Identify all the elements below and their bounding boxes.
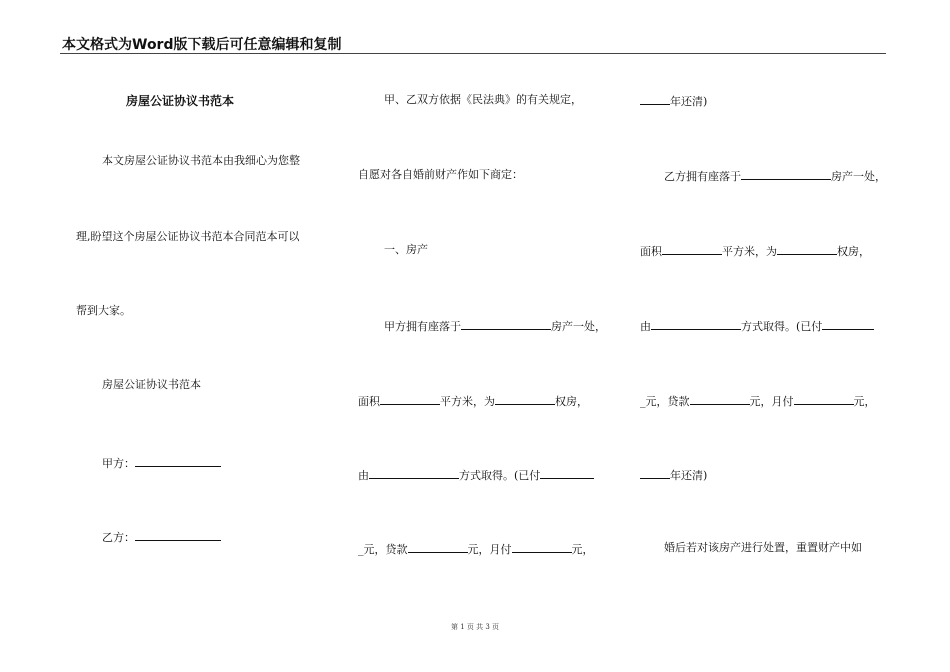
text-segment: 权房， xyxy=(837,245,870,258)
text-segment: _元，贷款 xyxy=(358,543,408,556)
text-segment: 元， xyxy=(853,395,876,408)
party-a-area-line xyxy=(358,393,588,409)
blank-field xyxy=(640,93,670,105)
party-a-acquisition-line xyxy=(358,467,594,483)
col3-line-1 xyxy=(640,93,707,109)
text-segment: 元，月付 xyxy=(467,543,512,556)
blank-field xyxy=(822,318,874,330)
blank-field xyxy=(640,467,670,479)
party-b-blank xyxy=(135,529,221,541)
party-b-payment-line xyxy=(640,393,876,409)
col2-line-2: 自愿对各自婚前财产作如下商定： xyxy=(358,168,523,181)
blank-field xyxy=(690,393,750,405)
party-a-payment-line xyxy=(358,541,594,557)
party-a-property-line xyxy=(384,318,606,334)
blank-field xyxy=(380,393,440,405)
blank-field xyxy=(369,467,459,479)
col3-line-7: 婚后若对该房产进行处置，重置财产中如 xyxy=(664,541,862,554)
blank-field xyxy=(540,467,594,479)
blank-field xyxy=(512,541,572,553)
blank-field xyxy=(794,393,854,405)
party-b-label: 乙方： xyxy=(102,531,135,544)
document-title: 房屋公证协议书范本 xyxy=(126,94,235,108)
party-a-label: 甲方： xyxy=(102,457,135,470)
text-segment: 由 xyxy=(358,469,369,482)
page-number: 第 1 页 共 3 页 xyxy=(450,623,500,631)
blank-field xyxy=(408,541,468,553)
section-house-heading: 一、房产 xyxy=(384,243,428,256)
text-segment: 房产一处， xyxy=(551,320,606,333)
party-a-blank xyxy=(135,455,221,467)
col3-line-6 xyxy=(640,467,707,483)
party-a-line xyxy=(102,455,221,471)
blank-field xyxy=(662,243,722,255)
blank-field xyxy=(495,393,555,405)
blank-field xyxy=(741,168,831,180)
header-divider xyxy=(60,53,886,54)
header-title: 本文格式为Word版下载后可任意编辑和复制 xyxy=(62,37,342,53)
party-b-acquisition-line xyxy=(640,318,874,334)
text-segment: _元，贷款 xyxy=(640,395,690,408)
text-segment: 平方米，为 xyxy=(440,395,495,408)
text-segment: 元，月付 xyxy=(749,395,794,408)
text-segment: 权房， xyxy=(555,395,588,408)
blank-field xyxy=(461,318,551,330)
intro-line-3: 帮到大家。 xyxy=(76,304,131,317)
text-segment: 甲方拥有座落于 xyxy=(384,320,461,333)
party-b-property-line xyxy=(664,168,886,184)
blank-field xyxy=(651,318,741,330)
text-segment: 元， xyxy=(571,543,594,556)
col2-line-1: 甲、乙双方依据《民法典》的有关规定， xyxy=(384,93,582,106)
text-segment: 乙方拥有座落于 xyxy=(664,170,741,183)
text-segment: 年还清) xyxy=(670,469,708,482)
party-b-area-line xyxy=(640,243,870,259)
text-segment: 年还清) xyxy=(670,95,708,108)
blank-field xyxy=(777,243,837,255)
intro-line-1: 本文房屋公证协议书范本由我细心为您整 xyxy=(102,154,300,167)
text-segment: 面积 xyxy=(358,395,380,408)
text-segment: 房产一处， xyxy=(831,170,886,183)
text-segment: 方式取得。(已付 xyxy=(741,320,823,333)
text-segment: 平方米，为 xyxy=(722,245,777,258)
text-segment: 由 xyxy=(640,320,651,333)
agreement-subtitle: 房屋公证协议书范本 xyxy=(102,378,201,391)
text-segment: 面积 xyxy=(640,245,662,258)
intro-line-2: 理,盼望这个房屋公证协议书范本合同范本可以 xyxy=(76,230,300,243)
party-b-line xyxy=(102,529,221,545)
text-segment: 方式取得。(已付 xyxy=(459,469,541,482)
